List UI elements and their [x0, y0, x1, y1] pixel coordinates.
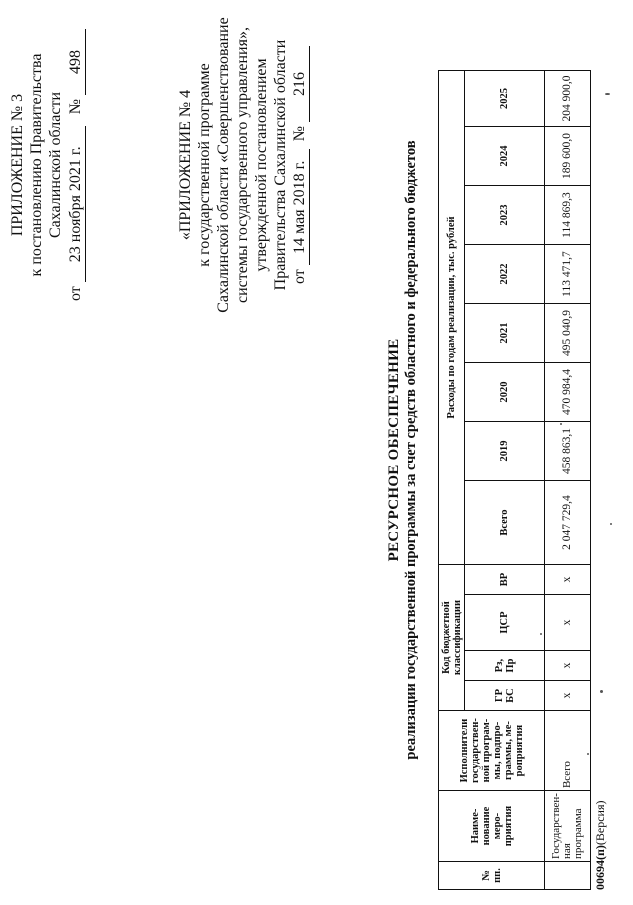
header-year-2023: 2023	[465, 186, 545, 245]
header-year-2022: 2022	[465, 245, 545, 304]
row-value-2020: 470 984,4	[545, 363, 591, 422]
row-grbs: х	[545, 681, 591, 711]
header-csr: ЦСР	[465, 595, 545, 651]
scan-speck	[540, 633, 542, 635]
appendix-4-from-label: от	[291, 269, 308, 285]
appendix-4-num-label: №	[291, 125, 308, 142]
table-row	[545, 71, 591, 890]
row-num	[545, 862, 591, 890]
appendix-4-line4: системы государственного управления»,	[234, 27, 251, 303]
header-budget-code: Код бюджетной классификации	[439, 565, 465, 711]
header-num: № пп.	[439, 862, 545, 890]
row-value-2021: 495 040,9	[545, 304, 591, 363]
appendix-4-line5: утвержденной постановлением	[253, 58, 270, 272]
title-line-1: РЕСУРСНОЕ ОБЕСПЕЧЕНИЕ	[386, 338, 402, 562]
header-year-2021: 2021	[465, 304, 545, 363]
row-csr: х	[545, 595, 591, 651]
appendix-4-header	[176, 0, 310, 330]
scan-speck	[605, 93, 610, 95]
header-rzpr: Рз, Пр	[465, 651, 545, 681]
table-header-row-1	[439, 71, 465, 890]
row-value-2022: 113 471,7	[545, 245, 591, 304]
row-rzpr: х	[545, 651, 591, 681]
row-executor: Всего	[545, 711, 591, 791]
header-grbs: ГР БС	[465, 681, 545, 711]
document-title	[386, 10, 420, 890]
document-footer	[593, 801, 608, 891]
scan-speck	[587, 753, 589, 755]
appendix-4-line2: к государственной программе	[196, 63, 213, 267]
row-value-2023: 114 869,3	[545, 186, 591, 245]
header-name: Наиме-нование меро-приятия	[439, 791, 545, 862]
appendix-3-num-label: №	[67, 98, 84, 115]
header-total: Всего	[465, 481, 545, 565]
appendix-4-line6: Правительства Сахалинской области	[272, 39, 289, 291]
appendix-4-line3: Сахалинской области «Совершенствование	[215, 17, 232, 313]
appendix-3-date: 23 ноября 2021 г.	[66, 126, 86, 282]
footer-version: (Версия)	[593, 800, 607, 846]
row-value-2024: 189 600,0	[545, 127, 591, 186]
row-value-2025: 204 900,0	[545, 71, 591, 127]
scan-speck	[610, 523, 612, 525]
row-vr: х	[545, 565, 591, 595]
appendix-3-header	[8, 0, 86, 330]
header-executors: Исполнители государствен-ной програм-мы, подпро-граммы, ме-роприятия	[439, 711, 545, 791]
appendix-3-number: 498	[66, 29, 86, 95]
appendix-4-date: 14 мая 2018 г.	[290, 149, 310, 265]
appendix-3-line3: Сахалинской области	[47, 91, 64, 239]
resource-table	[438, 70, 591, 890]
scan-speck	[560, 423, 562, 425]
appendix-4-title: «ПРИЛОЖЕНИЕ № 4	[177, 89, 194, 241]
header-expenses: Расходы по годам реализации, тыс. рублей	[439, 71, 465, 565]
row-total: 2 047 729,4	[545, 481, 591, 565]
title-line-2: реализации государственной программы за счет средств областного и федерального бюджетов	[403, 140, 419, 760]
scan-speck	[600, 690, 603, 693]
row-value-2019: 458 863,1	[545, 422, 591, 481]
appendix-3-from-label: от	[67, 286, 84, 302]
header-year-2019: 2019	[465, 422, 545, 481]
appendix-4-date-line	[290, 0, 310, 330]
appendix-3-title: ПРИЛОЖЕНИЕ № 3	[9, 93, 26, 237]
header-year-2025: 2025	[465, 71, 545, 127]
footer-code: 00694(п)	[593, 845, 607, 890]
header-year-2020: 2020	[465, 363, 545, 422]
header-year-2024: 2024	[465, 127, 545, 186]
appendix-3-date-line	[66, 0, 86, 330]
row-name: Государствен-ная программа	[545, 791, 591, 862]
header-vr: ВР	[465, 565, 545, 595]
appendix-3-line2: к постановлению Правительства	[28, 53, 45, 277]
appendix-4-number: 216	[290, 46, 310, 122]
